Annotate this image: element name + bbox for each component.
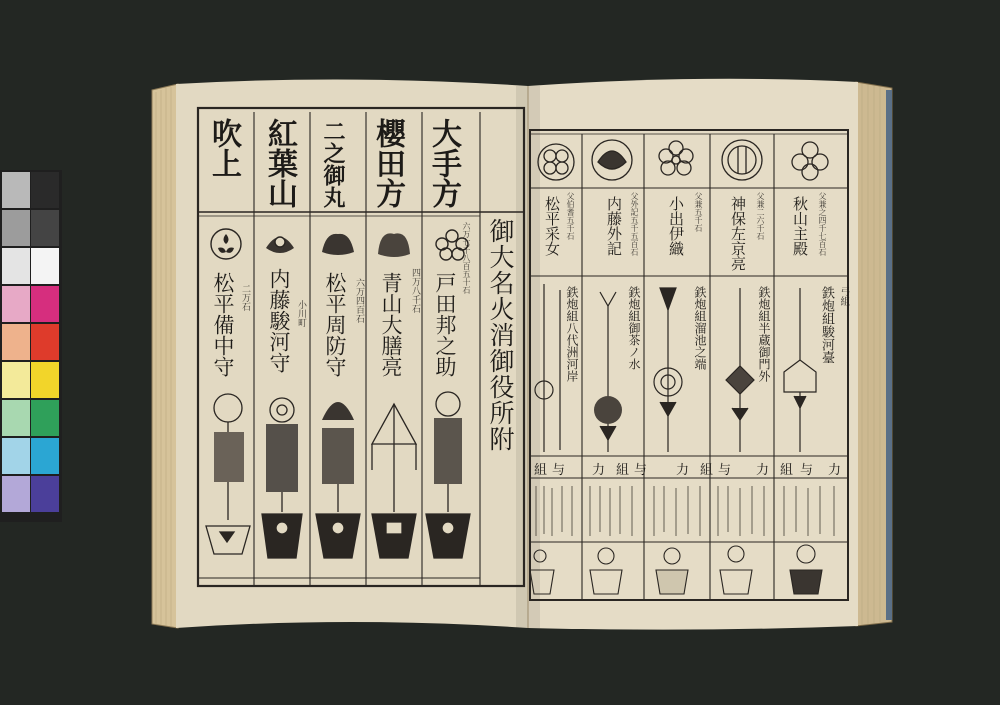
color-patch — [2, 286, 30, 322]
unit-name: 鉄炮組御茶ノ水 — [627, 286, 641, 370]
official-name: 秋山主殿 — [791, 196, 809, 256]
lord-name: 戸田邦之助 — [433, 272, 457, 377]
heading-otemon: 大手方 — [426, 118, 461, 208]
color-patch — [31, 438, 59, 474]
color-patch — [2, 248, 30, 284]
roster-label: 力 — [676, 463, 690, 478]
color-patch — [2, 400, 30, 436]
official-note: 父兼之四千七百石 — [818, 192, 827, 256]
heading-ninomaru: 二之御丸 — [320, 120, 346, 208]
roster-label: 与 — [552, 463, 566, 478]
page-title: 御大名火消御役所附 — [486, 218, 515, 452]
color-patch — [31, 476, 59, 512]
color-patch — [2, 172, 30, 208]
lord-name: 青山大膳亮 — [379, 272, 403, 377]
color-patch — [31, 248, 59, 284]
unit-note: 弓組 — [838, 286, 849, 306]
official-name: 内藤外記 — [605, 196, 623, 256]
roster-label: 力 — [828, 463, 842, 478]
heading-sakurada: 櫻田方 — [370, 118, 405, 208]
roster-label: 与 — [718, 463, 732, 478]
official-name: 松平采女 — [543, 196, 561, 256]
lord-note: 四万八千石 — [410, 268, 420, 313]
lord-note: 二万石 — [240, 284, 250, 311]
heading-momijiyama: 紅葉山 — [262, 118, 297, 208]
roster-label: 組 — [780, 463, 794, 478]
heading-fukiage: 吹上 — [206, 118, 241, 178]
official-note: 父兼五千石 — [694, 192, 703, 232]
roster-label: 与 — [634, 463, 648, 478]
unit-name: 鉄炮組駿河臺 — [819, 286, 834, 364]
color-patch — [2, 362, 30, 398]
lord-name: 内藤駿河守 — [267, 268, 291, 373]
color-patch — [31, 286, 59, 322]
color-patch — [2, 476, 30, 512]
official-note: 父伯耆五千石 — [566, 192, 575, 240]
color-patch — [31, 210, 59, 246]
lord-note: 六万四百石 — [354, 278, 364, 323]
color-patch — [2, 210, 30, 246]
official-name: 小出伊織 — [667, 196, 685, 256]
roster-label: 組 — [534, 463, 548, 478]
color-patch — [31, 400, 59, 436]
roster-label-row — [534, 459, 846, 477]
lord-note: 小川町 — [296, 300, 306, 327]
roster-label: 力 — [592, 463, 606, 478]
unit-name: 鉄炮組溜池之端 — [693, 286, 707, 370]
roster-label: 与 — [800, 463, 814, 478]
roster-label: 組 — [700, 463, 714, 478]
roster-label: 力 — [756, 463, 770, 478]
unit-name: 鉄炮組半蔵御門外 — [757, 286, 771, 382]
color-patch — [2, 324, 30, 360]
lord-name: 松平周防守 — [323, 272, 347, 377]
lord-note: 六万七千八百五十石 — [462, 222, 471, 294]
unit-name: 鉄炮組八代洲河岸 — [565, 286, 579, 382]
color-patch — [31, 362, 59, 398]
official-name: 神保左京亮 — [729, 196, 747, 271]
color-patch — [2, 438, 30, 474]
color-patch — [31, 324, 59, 360]
official-note: 父外記五千五百石 — [630, 192, 639, 256]
roster-label: 組 — [616, 463, 630, 478]
official-note: 父兼二六千石 — [756, 192, 765, 240]
color-patch — [31, 172, 59, 208]
lord-name: 松平備中守 — [211, 272, 235, 377]
